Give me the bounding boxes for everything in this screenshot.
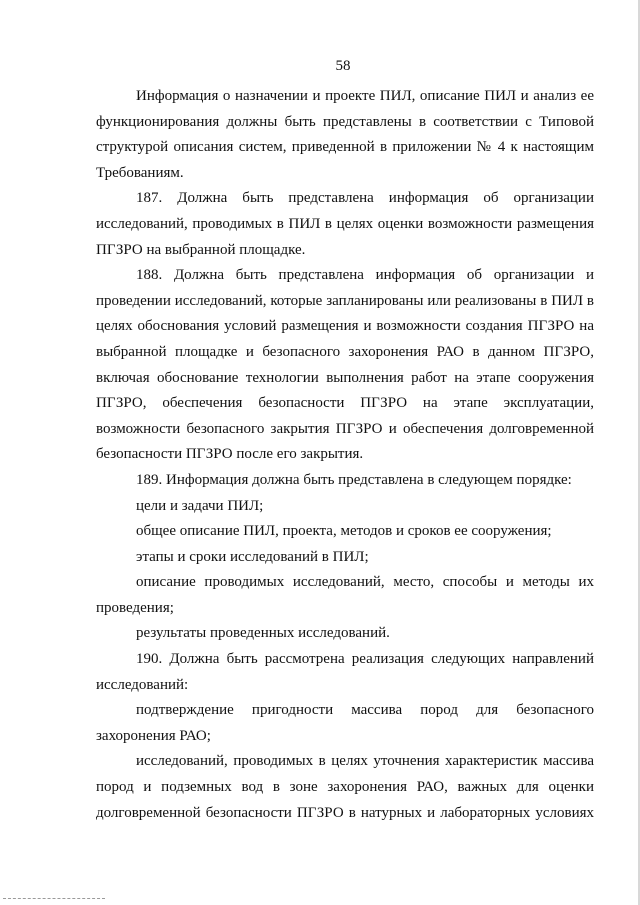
paragraph-info-intro: Информация о назначении и проекте ПИЛ, описание ПИЛ и анализ ее функционирования должны быть представлены в соответствии с Типовой структурой описания систем, приведенной в приложении № 4 к настоящим Требованиям. xyxy=(96,88,594,181)
page-number: 58 xyxy=(335,58,351,74)
list-item-goals: цели и задачи ПИЛ; xyxy=(136,497,264,514)
paragraph-188: 188. Должна быть представлена информация об организации и проведении исследований, которые запланированы или реализованы в ПИЛ в целях обоснования условий размещения и возможности создания ПГЗРО на выбранной площадке и безопасного захоронения РАО в данном ПГЗРО, включая обоснование технологии выполнения работ на этапе сооружения ПГЗРО, обеспечения безопасности ПГЗРО на этапе эксплуатации, возможности безопасного закрытия ПГЗРО и обеспечения долговременной безопасности ПГЗРО после его закрытия. xyxy=(96,267,594,463)
list-item-stages: этапы и сроки исследований в ПИЛ; xyxy=(136,548,369,565)
list-item-rock-suitability: подтверждение пригодности массива пород для безопасного захоронения РАО; xyxy=(96,702,594,744)
list-item-general-description: общее описание ПИЛ, проекта, методов и сроков ее сооружения; xyxy=(136,523,552,540)
list-item-results: результаты проведенных исследований. xyxy=(136,625,390,642)
paragraph-190: 190. Должна быть рассмотрена реализация следующих направлений исследований: xyxy=(96,651,594,693)
paragraph-187: 187. Должна быть представлена информация об организации исследований, проводимых в ПИЛ в целях оценки возможности размещения ПГЗРО на выбранной площадке. xyxy=(96,190,594,258)
document-body xyxy=(96,84,594,826)
paragraph-189: 189. Информация должна быть представлена в следующем порядке: xyxy=(136,471,572,488)
list-item-characteristics-research: исследований, проводимых в целях уточнения характеристик массива пород и подземных вод в зоне захоронения РАО, важных для оценки долговременной безопасности ПГЗРО в натурных и лабораторных условиях xyxy=(96,753,594,821)
scan-edge-mark xyxy=(3,898,105,899)
list-item-research-description: описание проводимых исследований, место, способы и методы их проведения; xyxy=(96,574,594,616)
